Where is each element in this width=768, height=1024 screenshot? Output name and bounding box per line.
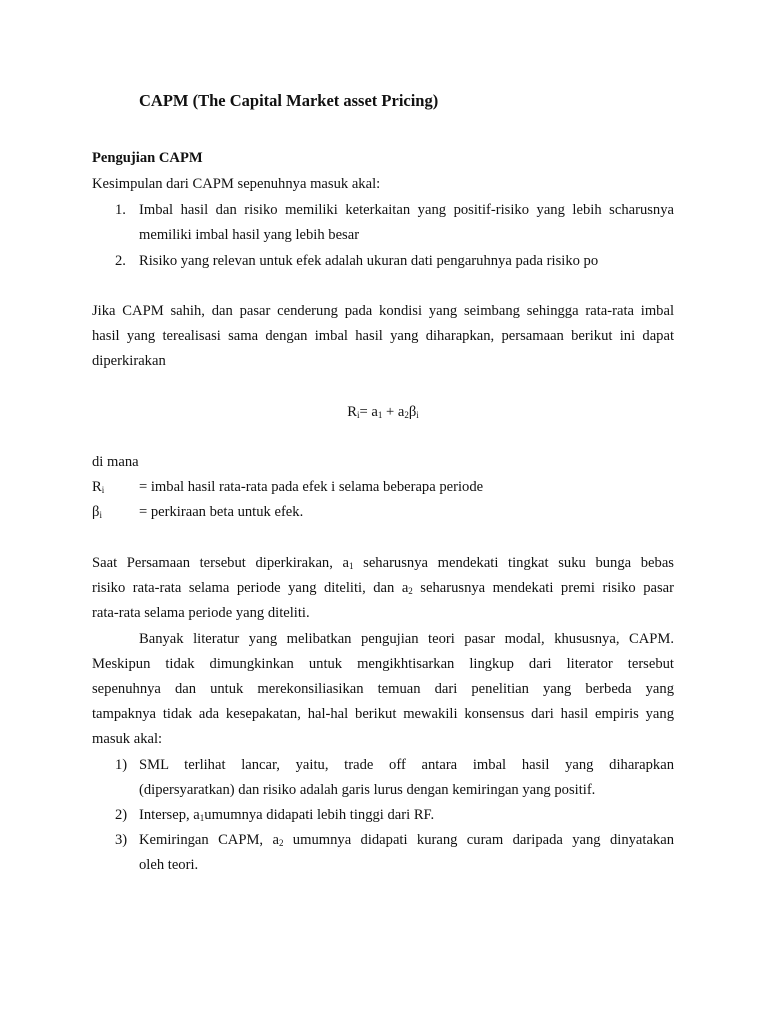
eq-a1-sub: 1 <box>377 410 383 420</box>
eq-plus: + a <box>382 404 405 420</box>
list-number: 1. <box>115 202 126 218</box>
list-item-text: Kemiringan CAPM, $a_2$ umumnya didapati kurang curam daripada yang dinyatakan <box>139 832 674 848</box>
paragraph-line: Banyak literatur yang melibatkan pengujian teori pasar modal, khususnya, CAPM. <box>139 631 674 647</box>
definition-symbol: $\beta_i$ <box>92 504 102 520</box>
list-number: 2) <box>115 807 128 823</box>
eq-a2-sub: 2 <box>404 410 409 420</box>
paragraph-line: masuk akal: <box>92 731 163 747</box>
list-number: 1) <box>115 757 128 773</box>
eq-beta-sub: i <box>416 410 419 420</box>
list-number: 2. <box>115 253 126 269</box>
paragraph-line: tampaknya tidak ada kesepakatan, hal-hal berikut mewakili konsensus dari hasil empiris yang <box>92 706 674 722</box>
list-item-text: memiliki imbal hasil yang lebih besar <box>139 227 360 243</box>
paragraph-line: diperkirakan <box>92 353 166 369</box>
list-item-text: (dipersyaratkan) dan risiko adalah garis lurus dengan kemiringan yang positif. <box>139 782 596 798</box>
list-item-text: oleh teori. <box>139 857 199 873</box>
eq-r-sub: i <box>356 410 360 420</box>
paragraph-line: hasil yang terealisasi sama dengan imbal hasil yang diharapkan, persamaan berikut ini dapat <box>92 328 674 344</box>
eq-r: R <box>347 404 357 420</box>
eq-beta: β <box>408 404 417 420</box>
list-number: 3) <box>115 832 128 848</box>
intro-line: Kesimpulan dari CAPM sepenuhnya masuk akal: <box>92 176 381 192</box>
paragraph-line: rata-rata selama periode yang diteliti. <box>92 605 310 621</box>
paragraph-line: risiko rata-rata selama periode yang diteliti, dan $a_2$ seharusnya mendekati premi risiko pasar <box>92 580 674 596</box>
document-title: CAPM (The Capital Market asset Pricing) <box>139 91 439 110</box>
paragraph-line: sepenuhnya dan untuk merekonsiliasikan temuan dari penelitian yang berbeda yang <box>92 681 674 697</box>
definitions-intro: di mana <box>92 454 139 470</box>
definition-text: = imbal hasil rata-rata pada efek i selama beberapa periode <box>139 479 484 495</box>
section-heading: Pengujian CAPM <box>92 150 203 166</box>
paragraph-line: Meskipun tidak dimungkinkan untuk mengikhtisarkan lingkup dari literator tersebut <box>92 656 674 672</box>
equation <box>92 404 674 421</box>
list-item-text: SML terlihat lancar, yaitu, trade off antara imbal hasil yang diharapkan <box>139 757 674 773</box>
list-item-text: Risiko yang relevan untuk efek adalah ukuran dati pengaruhnya pada risiko po <box>139 253 599 269</box>
eq-middle: = a <box>359 404 378 420</box>
paragraph-line: Jika CAPM sahih, dan pasar cenderung pada kondisi yang seimbang sehingga rata-rata imbal <box>92 303 674 319</box>
list-item-text: Intersep, $a_1umumnya$ didapati lebih tinggi dari RF. <box>139 807 435 823</box>
definition-symbol: $R_i$ <box>92 479 105 495</box>
definition-text: = perkiraan beta untuk efek. <box>139 504 304 520</box>
paragraph-line: Saat Persamaan tersebut diperkirakan, $a_1$ seharusnya mendekati tingkat suku bunga bebas <box>92 555 674 571</box>
list-item-text: Imbal hasil dan risiko memiliki keterkaitan yang positif-risiko yang lebih scharusnya <box>139 202 674 218</box>
